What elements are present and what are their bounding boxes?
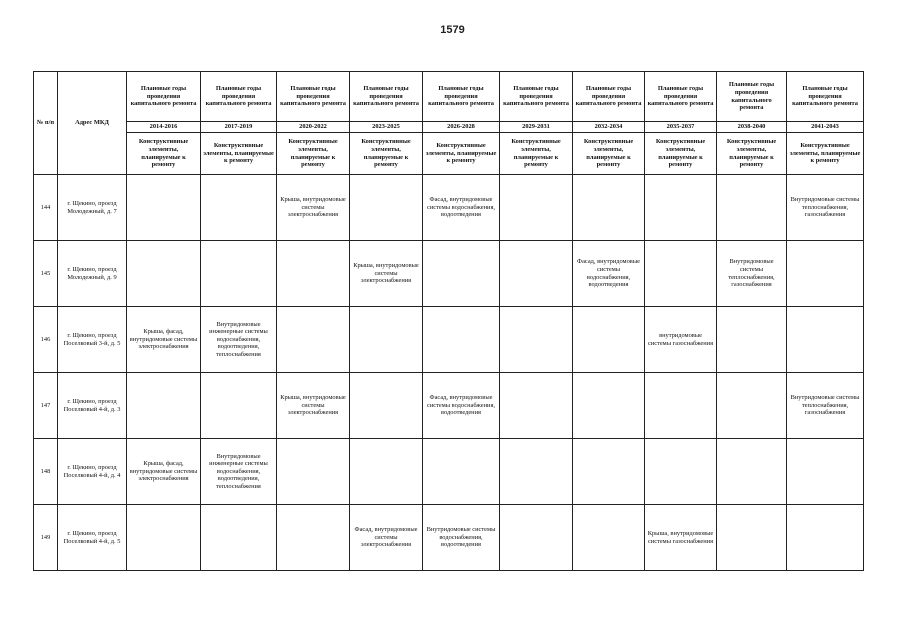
repair-elements-cell (717, 307, 787, 373)
header-years: 2014-2016 (127, 122, 201, 133)
row-address: г. Щекино, проезд Молодежный, д. 9 (58, 241, 127, 307)
table-row (34, 307, 864, 373)
header-years: 2020-2022 (277, 122, 350, 133)
header-years: 2041-2043 (787, 122, 864, 133)
header-elements: Конструктивные элементы, планируемые к ремонту (201, 133, 277, 175)
repair-elements-cell: Фасад, внутридомовые системы водоснабжения, водоотведения (423, 175, 500, 241)
repair-elements-cell: Фасад, внутридомовые системы водоснабжения, водоотведения (573, 241, 645, 307)
row-number: 149 (34, 505, 58, 571)
row-address: г. Щекино, проезд Поселковый 3-й, д. 5 (58, 307, 127, 373)
repair-elements-cell (277, 439, 350, 505)
repair-elements-cell (500, 175, 573, 241)
repair-elements-cell (500, 505, 573, 571)
repair-elements-cell (717, 175, 787, 241)
header-period-title: Плановые годы проведения капитального ремонта (201, 72, 277, 122)
header-elements: Конструктивные элементы, планируемые к ремонту (717, 133, 787, 175)
repair-elements-cell (127, 373, 201, 439)
header-years: 2038-2040 (717, 122, 787, 133)
row-number: 148 (34, 439, 58, 505)
page-number: 1579 (440, 24, 465, 36)
repair-elements-cell (127, 175, 201, 241)
repair-elements-cell: Крыша, фасад, внутридомовые системы электроснабжения (127, 439, 201, 505)
repair-elements-cell (787, 505, 864, 571)
row-address: г. Щекино, проезд Поселковый 4-й, д. 4 (58, 439, 127, 505)
repair-elements-cell (277, 241, 350, 307)
row-number: 147 (34, 373, 58, 439)
row-number: 145 (34, 241, 58, 307)
repair-elements-cell (500, 307, 573, 373)
header-years: 2017-2019 (201, 122, 277, 133)
table-row (34, 175, 864, 241)
repair-elements-cell: Внутридомовые системы теплоснабжения, газоснабжения (717, 241, 787, 307)
repair-elements-cell (787, 241, 864, 307)
header-elements: Конструктивные элементы, планируемые к ремонту (277, 133, 350, 175)
repair-elements-cell (500, 373, 573, 439)
row-number: 146 (34, 307, 58, 373)
repair-elements-cell (201, 505, 277, 571)
repair-elements-cell (277, 505, 350, 571)
repair-elements-cell (717, 373, 787, 439)
repair-elements-cell: Крыша, внутридомовые системы газоснабжения (645, 505, 717, 571)
repair-elements-cell (787, 307, 864, 373)
repair-elements-cell (423, 439, 500, 505)
repair-elements-cell (645, 241, 717, 307)
repair-elements-cell (277, 307, 350, 373)
repair-elements-cell (201, 241, 277, 307)
capital-repair-table (33, 71, 864, 571)
repair-elements-cell (423, 307, 500, 373)
repair-elements-cell (573, 175, 645, 241)
table-row (34, 241, 864, 307)
table-header (34, 72, 864, 175)
repair-elements-cell: Внутридомовые системы водоснабжения, водоотведения (423, 505, 500, 571)
header-elements: Конструктивные элементы, планируемые к ремонту (645, 133, 717, 175)
repair-elements-cell (127, 241, 201, 307)
header-num: № п/п (34, 72, 58, 175)
table-row (34, 505, 864, 571)
table-row (34, 373, 864, 439)
header-period-title: Плановые годы проведения капитального ремонта (423, 72, 500, 122)
repair-elements-cell (573, 439, 645, 505)
header-elements: Конструктивные элементы, планируемые к ремонту (787, 133, 864, 175)
row-address: г. Щекино, проезд Поселковый 4-й, д. 3 (58, 373, 127, 439)
header-period-title: Плановые годы проведения капитального ремонта (787, 72, 864, 122)
repair-elements-cell (717, 505, 787, 571)
repair-elements-cell (573, 373, 645, 439)
header-years: 2032-2034 (573, 122, 645, 133)
header-period-title: Плановые годы проведения капитального ремонта (645, 72, 717, 122)
header-period-title: Плановые годы проведения капитального ремонта (500, 72, 573, 122)
repair-elements-cell (127, 505, 201, 571)
header-period-title: Плановые годы проведения капитального ремонта (717, 72, 787, 122)
repair-elements-cell: Фасад, внутридомовые системы водоснабжения, водоотведения (423, 373, 500, 439)
header-elements: Конструктивные элементы, планируемые к ремонту (500, 133, 573, 175)
table-body (34, 175, 864, 571)
header-years: 2029-2031 (500, 122, 573, 133)
row-address: г. Щекино, проезд Поселковый 4-й, д. 5 (58, 505, 127, 571)
repair-elements-cell: Крыша, внутридомовые системы электроснабжения (277, 373, 350, 439)
repair-elements-cell: Крыша, фасад, внутридомовые системы электроснабжения (127, 307, 201, 373)
repair-elements-cell (201, 373, 277, 439)
header-years: 2035-2037 (645, 122, 717, 133)
repair-elements-cell (787, 439, 864, 505)
repair-elements-cell: Внутридомовые инженерные системы водоснабжения, водоотведения, теплоснабжения (201, 439, 277, 505)
repair-elements-cell: Внутридомовые системы теплоснабжения, газоснабжения (787, 373, 864, 439)
repair-elements-cell: Крыша, внутридомовые системы электроснабжения (350, 241, 423, 307)
table-row (34, 439, 864, 505)
header-period-title: Плановые годы проведения капитального ремонта (350, 72, 423, 122)
repair-elements-cell (717, 439, 787, 505)
repair-elements-cell (645, 439, 717, 505)
repair-elements-cell (201, 175, 277, 241)
repair-elements-cell (350, 175, 423, 241)
header-period-title: Плановые годы проведения капитального ремонта (573, 72, 645, 122)
repair-elements-cell: Внутридомовые системы теплоснабжения, газоснабжения (787, 175, 864, 241)
header-elements: Конструктивные элементы, планируемые к ремонту (573, 133, 645, 175)
repair-elements-cell (350, 307, 423, 373)
repair-elements-cell (573, 505, 645, 571)
repair-elements-cell (350, 373, 423, 439)
repair-elements-cell (350, 439, 423, 505)
header-elements: Конструктивные элементы, планируемые к ремонту (127, 133, 201, 175)
repair-elements-cell: Крыша, внутридомовые системы электроснабжения (277, 175, 350, 241)
repair-elements-cell: Фасад, внутридомовые системы электроснабжения (350, 505, 423, 571)
header-years: 2026-2028 (423, 122, 500, 133)
repair-elements-cell: Внутридомовые инженерные системы водоснабжения, водоотведения, теплоснабжения (201, 307, 277, 373)
repair-elements-cell: внутридомовые системы газоснабжения (645, 307, 717, 373)
header-years: 2023-2025 (350, 122, 423, 133)
repair-elements-cell (645, 373, 717, 439)
repair-elements-cell (573, 307, 645, 373)
header-period-title: Плановые годы проведения капитального ремонта (127, 72, 201, 122)
repair-elements-cell (500, 439, 573, 505)
header-address: Адрес МКД (58, 72, 127, 175)
row-number: 144 (34, 175, 58, 241)
repair-elements-cell (423, 241, 500, 307)
header-elements: Конструктивные элементы, планируемые к ремонту (350, 133, 423, 175)
repair-elements-cell (500, 241, 573, 307)
header-period-title: Плановые годы проведения капитального ремонта (277, 72, 350, 122)
header-elements: Конструктивные элементы, планируемые к ремонту (423, 133, 500, 175)
row-address: г. Щекино, проезд Молодежный, д. 7 (58, 175, 127, 241)
repair-elements-cell (645, 175, 717, 241)
